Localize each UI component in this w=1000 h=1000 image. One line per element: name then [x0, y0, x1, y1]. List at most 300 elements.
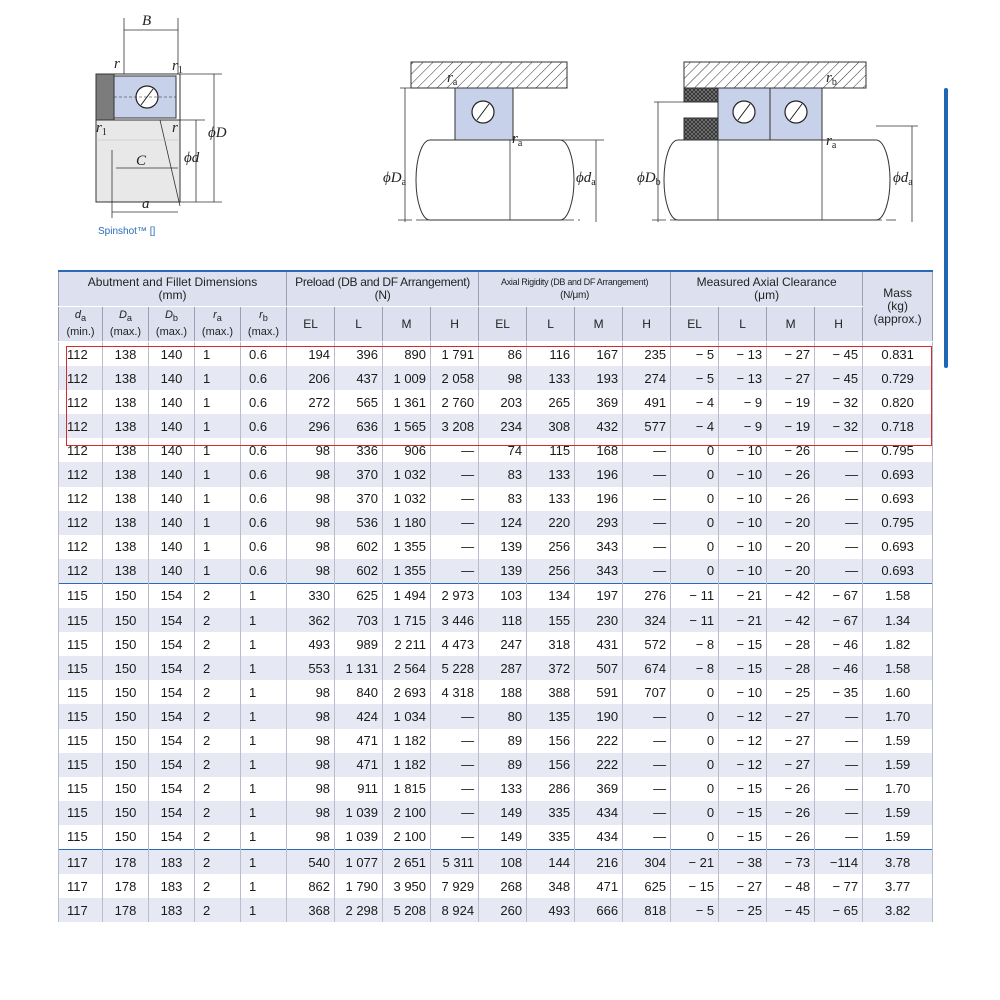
table-row — [59, 535, 933, 559]
table-cell: 437 — [335, 366, 383, 390]
table-cell: − 26 — [767, 462, 815, 486]
table-row — [59, 849, 933, 874]
table-cell: 112 — [59, 462, 103, 486]
table-cell: 3.82 — [863, 898, 933, 922]
table-cell: — — [623, 777, 671, 801]
table-cell: 115 — [59, 680, 103, 704]
table-cell: 98 — [287, 680, 335, 704]
table-cell: 183 — [149, 898, 195, 922]
table-cell: 154 — [149, 632, 195, 656]
table-cell: 2 — [195, 874, 241, 898]
table-cell: 493 — [527, 898, 575, 922]
col-clearance-l: L — [719, 307, 767, 342]
table-cell: 0.718 — [863, 414, 933, 438]
table-cell: 86 — [479, 342, 527, 367]
table-cell: — — [623, 801, 671, 825]
table-cell: 98 — [479, 366, 527, 390]
table-cell: 140 — [149, 438, 195, 462]
table-cell: 1 182 — [383, 753, 431, 777]
table-row — [59, 511, 933, 535]
table-cell: 1 — [241, 656, 287, 680]
table-cell: 674 — [623, 656, 671, 680]
table-row — [59, 874, 933, 898]
table-cell: 178 — [103, 898, 149, 922]
table-cell: 0 — [671, 777, 719, 801]
table-cell: 296 — [287, 414, 335, 438]
table-cell: 0 — [671, 487, 719, 511]
table-cell: — — [815, 438, 863, 462]
table-cell: 0.693 — [863, 559, 933, 584]
table-cell: − 11 — [671, 583, 719, 608]
table-cell: 112 — [59, 390, 103, 414]
table-cell: 133 — [527, 366, 575, 390]
table-cell: 133 — [527, 462, 575, 486]
table-cell: 335 — [527, 825, 575, 850]
table-cell: 138 — [103, 414, 149, 438]
table-row — [59, 801, 933, 825]
table-cell: 98 — [287, 438, 335, 462]
table-cell: — — [431, 535, 479, 559]
table-cell: − 26 — [767, 438, 815, 462]
table-cell: 139 — [479, 535, 527, 559]
table-cell: 2 211 — [383, 632, 431, 656]
table-cell: 139 — [479, 559, 527, 584]
label-phiDb: $\phi D_b$ — [637, 170, 661, 188]
table-cell: — — [431, 729, 479, 753]
table-cell: 154 — [149, 704, 195, 728]
table-cell: 1.59 — [863, 729, 933, 753]
table-cell: − 28 — [767, 656, 815, 680]
bearing-cross-section — [96, 18, 222, 218]
table-cell: 553 — [287, 656, 335, 680]
label-phid: ϕd — [184, 150, 200, 166]
table-cell: 335 — [527, 801, 575, 825]
table-cell: 135 — [527, 704, 575, 728]
table-cell: 1 — [241, 801, 287, 825]
table-cell: 183 — [149, 849, 195, 874]
col-rigidity-h: H — [623, 307, 671, 342]
table-cell: 7 929 — [431, 874, 479, 898]
table-cell: 330 — [287, 583, 335, 608]
table-cell: — — [431, 801, 479, 825]
table-cell: 98 — [287, 462, 335, 486]
table-cell: 0.6 — [241, 414, 287, 438]
table-cell: 203 — [479, 390, 527, 414]
table-cell: 3 446 — [431, 608, 479, 632]
table-cell: 1 — [195, 462, 241, 486]
table-row — [59, 583, 933, 608]
table-row — [59, 825, 933, 850]
table-cell: 268 — [479, 874, 527, 898]
table-cell: 2 — [195, 729, 241, 753]
table-cell: − 15 — [719, 632, 767, 656]
table-cell: 1 791 — [431, 342, 479, 367]
table-cell: − 27 — [767, 366, 815, 390]
table-cell: 5 208 — [383, 898, 431, 922]
table-cell: 4 318 — [431, 680, 479, 704]
table-cell: 1 — [241, 608, 287, 632]
table-cell: − 13 — [719, 342, 767, 367]
table-cell: 134 — [527, 583, 575, 608]
table-cell: 1.70 — [863, 704, 933, 728]
table-cell: 2 760 — [431, 390, 479, 414]
table-cell: 98 — [287, 825, 335, 850]
table-cell: — — [623, 825, 671, 850]
table-cell: 118 — [479, 608, 527, 632]
table-cell: 133 — [479, 777, 527, 801]
table-cell: 1 — [195, 559, 241, 584]
table-cell: 424 — [335, 704, 383, 728]
spinshot-caption: Spinshot™ [] — [98, 226, 156, 237]
label-phida: $\phi d_a$ — [576, 170, 596, 188]
table-cell: — — [431, 462, 479, 486]
table-cell: 0.6 — [241, 438, 287, 462]
table-cell: 112 — [59, 342, 103, 367]
table-cell: 1.82 — [863, 632, 933, 656]
table-cell: −114 — [815, 849, 863, 874]
table-cell: 140 — [149, 414, 195, 438]
table-cell: 1 032 — [383, 487, 431, 511]
table-cell: — — [431, 777, 479, 801]
table-cell: 432 — [575, 414, 623, 438]
table-cell: — — [431, 438, 479, 462]
table-cell: − 10 — [719, 438, 767, 462]
table-cell: 572 — [623, 632, 671, 656]
label-ra-shaft: $r_a$ — [512, 131, 523, 149]
table-cell: 343 — [575, 559, 623, 584]
table-cell: 256 — [527, 535, 575, 559]
table-cell: 536 — [335, 511, 383, 535]
table-row — [59, 898, 933, 922]
col-rb: $r_b$ (max.) — [241, 307, 287, 342]
table-cell: 293 — [575, 511, 623, 535]
table-cell: 1 077 — [335, 849, 383, 874]
table-cell: 1 815 — [383, 777, 431, 801]
table-cell: 188 — [479, 680, 527, 704]
table-cell: 116 — [527, 342, 575, 367]
table-cell: 318 — [527, 632, 575, 656]
table-cell: 324 — [623, 608, 671, 632]
table-cell: 117 — [59, 849, 103, 874]
table-cell: — — [815, 535, 863, 559]
table-cell: 1 715 — [383, 608, 431, 632]
table-cell: 112 — [59, 366, 103, 390]
table-cell: 0.820 — [863, 390, 933, 414]
table-cell: 98 — [287, 704, 335, 728]
table-cell: 1 034 — [383, 704, 431, 728]
table-cell: — — [431, 559, 479, 584]
table-cell: 0.831 — [863, 342, 933, 367]
table-cell: − 5 — [671, 342, 719, 367]
table-cell: 1 009 — [383, 366, 431, 390]
table-cell: − 5 — [671, 898, 719, 922]
table-cell: 230 — [575, 608, 623, 632]
table-cell: − 19 — [767, 390, 815, 414]
table-cell: 1 — [195, 438, 241, 462]
table-cell: − 42 — [767, 583, 815, 608]
table-cell: — — [815, 777, 863, 801]
table-cell: 150 — [103, 801, 149, 825]
table-cell: 140 — [149, 487, 195, 511]
table-cell: − 19 — [767, 414, 815, 438]
table-cell: 0.6 — [241, 390, 287, 414]
table-cell: 265 — [527, 390, 575, 414]
col-clearance-m: M — [767, 307, 815, 342]
col-clearance-h: H — [815, 307, 863, 342]
table-cell: 2 — [195, 608, 241, 632]
table-cell: 0.6 — [241, 342, 287, 367]
table-cell: 0 — [671, 511, 719, 535]
table-cell: 272 — [287, 390, 335, 414]
table-cell: − 10 — [719, 462, 767, 486]
table-cell: − 42 — [767, 608, 815, 632]
table-cell: 149 — [479, 825, 527, 850]
header-abutment: Abutment and Fillet Dimensions (mm) — [59, 271, 287, 307]
table-cell: 155 — [527, 608, 575, 632]
table-cell: 138 — [103, 559, 149, 584]
table-cell: 115 — [59, 704, 103, 728]
table-cell: 144 — [527, 849, 575, 874]
table-cell: − 48 — [767, 874, 815, 898]
table-cell: 1 — [241, 849, 287, 874]
table-cell: 154 — [149, 753, 195, 777]
table-cell: − 15 — [719, 825, 767, 850]
table-cell: − 28 — [767, 632, 815, 656]
spec-table-body — [59, 342, 933, 923]
table-cell: − 73 — [767, 849, 815, 874]
table-cell: 1 — [195, 366, 241, 390]
table-cell: 3 950 — [383, 874, 431, 898]
table-cell: 154 — [149, 825, 195, 850]
table-cell: 396 — [335, 342, 383, 367]
table-cell: 115 — [59, 801, 103, 825]
table-cell: − 65 — [815, 898, 863, 922]
table-cell: 5 228 — [431, 656, 479, 680]
table-cell: 256 — [527, 559, 575, 584]
label-rb: $r_b$ — [826, 70, 837, 88]
table-cell: − 25 — [719, 898, 767, 922]
table-cell: − 10 — [719, 487, 767, 511]
table-cell: 2 564 — [383, 656, 431, 680]
table-cell: 115 — [527, 438, 575, 462]
table-cell: 98 — [287, 729, 335, 753]
table-cell: 1.60 — [863, 680, 933, 704]
table-cell: 150 — [103, 632, 149, 656]
table-cell: 636 — [335, 414, 383, 438]
table-cell: 154 — [149, 608, 195, 632]
table-cell: − 15 — [671, 874, 719, 898]
table-cell: − 32 — [815, 390, 863, 414]
table-cell: — — [815, 511, 863, 535]
table-cell: 2 — [195, 656, 241, 680]
table-cell: 565 — [335, 390, 383, 414]
table-cell: 74 — [479, 438, 527, 462]
table-cell: 150 — [103, 704, 149, 728]
table-cell: 625 — [335, 583, 383, 608]
table-cell: 1 — [195, 342, 241, 367]
table-cell: 1 — [195, 487, 241, 511]
table-cell: 348 — [527, 874, 575, 898]
table-cell: 115 — [59, 753, 103, 777]
table-cell: — — [431, 511, 479, 535]
table-cell: − 4 — [671, 414, 719, 438]
table-cell: 115 — [59, 608, 103, 632]
table-cell: 989 — [335, 632, 383, 656]
table-row — [59, 608, 933, 632]
table-cell: 1 039 — [335, 801, 383, 825]
table-cell: 2 973 — [431, 583, 479, 608]
table-cell: − 26 — [767, 825, 815, 850]
table-cell: 274 — [623, 366, 671, 390]
table-cell: 98 — [287, 487, 335, 511]
table-cell: 112 — [59, 487, 103, 511]
table-cell: 1 355 — [383, 535, 431, 559]
table-cell: − 67 — [815, 583, 863, 608]
table-cell: 150 — [103, 656, 149, 680]
table-cell: 1 032 — [383, 462, 431, 486]
table-cell: — — [815, 729, 863, 753]
table-cell: 1 790 — [335, 874, 383, 898]
table-cell: 308 — [527, 414, 575, 438]
table-cell: 0.693 — [863, 535, 933, 559]
table-cell: 98 — [287, 535, 335, 559]
table-cell: 434 — [575, 825, 623, 850]
table-cell: 83 — [479, 487, 527, 511]
table-cell: 1 — [241, 632, 287, 656]
header-rigidity: Axial Rigidity (DB and DF Arrangement) (N/μm) — [479, 271, 671, 307]
table-cell: 1 565 — [383, 414, 431, 438]
table-cell: 154 — [149, 656, 195, 680]
table-cell: 1 180 — [383, 511, 431, 535]
table-cell: 117 — [59, 874, 103, 898]
table-cell: 540 — [287, 849, 335, 874]
table-row — [59, 487, 933, 511]
table-cell: 150 — [103, 729, 149, 753]
table-cell: 2 — [195, 777, 241, 801]
table-cell: 0 — [671, 801, 719, 825]
table-row — [59, 414, 933, 438]
table-cell: 1 494 — [383, 583, 431, 608]
header-preload: Preload (DB and DF Arrangement) (N) — [287, 271, 479, 307]
table-cell: 2 — [195, 680, 241, 704]
table-cell: 0 — [671, 559, 719, 584]
col-rigidity-l: L — [527, 307, 575, 342]
table-cell: 138 — [103, 487, 149, 511]
table-cell: 222 — [575, 753, 623, 777]
table-cell: 140 — [149, 462, 195, 486]
table-cell: 2 — [195, 825, 241, 850]
table-cell: 625 — [623, 874, 671, 898]
table-cell: 98 — [287, 753, 335, 777]
table-cell: − 21 — [719, 608, 767, 632]
table-cell: 138 — [103, 462, 149, 486]
page-edge-bar — [944, 88, 948, 368]
table-cell: 98 — [287, 777, 335, 801]
table-cell: 5 311 — [431, 849, 479, 874]
table-cell: — — [431, 704, 479, 728]
table-cell: 154 — [149, 680, 195, 704]
table-cell: − 45 — [815, 342, 863, 367]
table-cell: 83 — [479, 462, 527, 486]
table-cell: − 35 — [815, 680, 863, 704]
table-cell: 0.6 — [241, 462, 287, 486]
table-cell: 4 473 — [431, 632, 479, 656]
table-cell: 1 — [241, 874, 287, 898]
table-cell: 471 — [335, 753, 383, 777]
table-row — [59, 366, 933, 390]
table-cell: 115 — [59, 632, 103, 656]
col-rigidity-m: M — [575, 307, 623, 342]
table-cell: 434 — [575, 801, 623, 825]
table-cell: 2 — [195, 849, 241, 874]
label-r1-left: $r_1$ — [96, 120, 107, 138]
table-cell: 0.6 — [241, 511, 287, 535]
table-cell: 220 — [527, 511, 575, 535]
table-cell: 138 — [103, 438, 149, 462]
table-cell: − 11 — [671, 608, 719, 632]
table-cell: 1 — [241, 704, 287, 728]
table-cell: 2 100 — [383, 801, 431, 825]
table-cell: — — [815, 801, 863, 825]
table-cell: − 46 — [815, 656, 863, 680]
table-cell: 602 — [335, 535, 383, 559]
table-cell: 591 — [575, 680, 623, 704]
mounting-diagram-pair — [652, 62, 918, 222]
table-cell: 3 208 — [431, 414, 479, 438]
label-phida-pair: $\phi d_a$ — [893, 170, 913, 188]
table-cell: 154 — [149, 777, 195, 801]
header-mass: Mass (kg) (approx.) — [863, 271, 933, 342]
table-cell: 2 100 — [383, 825, 431, 850]
table-cell: 370 — [335, 462, 383, 486]
table-cell: 0 — [671, 535, 719, 559]
table-cell: — — [815, 825, 863, 850]
table-cell: 112 — [59, 559, 103, 584]
table-cell: 862 — [287, 874, 335, 898]
table-cell: 234 — [479, 414, 527, 438]
table-cell: − 10 — [719, 511, 767, 535]
table-cell: − 15 — [719, 777, 767, 801]
table-cell: 1.34 — [863, 608, 933, 632]
table-row — [59, 777, 933, 801]
table-cell: − 10 — [719, 559, 767, 584]
table-cell: 140 — [149, 559, 195, 584]
table-row — [59, 704, 933, 728]
table-cell: 89 — [479, 753, 527, 777]
table-cell: − 15 — [719, 801, 767, 825]
mounting-diagram-single — [398, 62, 604, 222]
table-cell: 80 — [479, 704, 527, 728]
table-cell: 150 — [103, 753, 149, 777]
table-cell: − 21 — [719, 583, 767, 608]
table-cell: 431 — [575, 632, 623, 656]
table-row — [59, 390, 933, 414]
table-cell: 156 — [527, 753, 575, 777]
table-cell: − 5 — [671, 366, 719, 390]
table-cell: 133 — [527, 487, 575, 511]
table-cell: 1 355 — [383, 559, 431, 584]
table-cell: 602 — [335, 559, 383, 584]
table-cell: 194 — [287, 342, 335, 367]
table-row — [59, 753, 933, 777]
table-cell: 471 — [335, 729, 383, 753]
table-cell: 150 — [103, 825, 149, 850]
table-cell: 0.795 — [863, 438, 933, 462]
table-cell: 150 — [103, 583, 149, 608]
table-cell: − 38 — [719, 849, 767, 874]
table-cell: 666 — [575, 898, 623, 922]
table-cell: — — [815, 487, 863, 511]
